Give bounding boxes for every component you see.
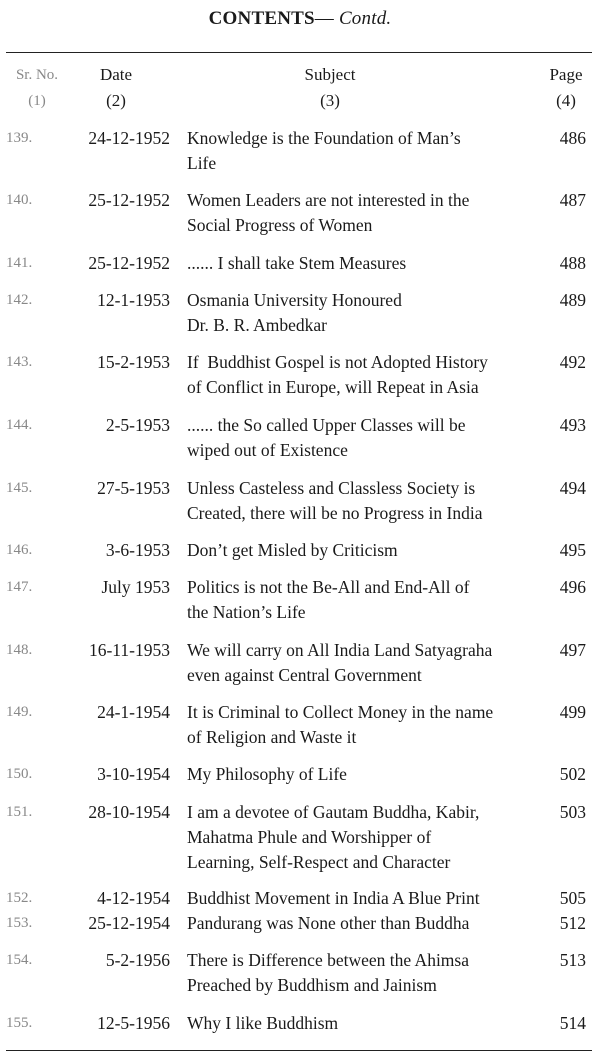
row-page-number: 499 — [559, 702, 586, 722]
row-serial-number: 155. — [6, 1015, 33, 1031]
row-serial-number: 148. — [6, 642, 33, 658]
row-subject-line: even against Central Government — [187, 665, 422, 685]
row-subject-line: My Philosophy of Life — [187, 764, 347, 784]
row-subject-line: the Nation’s Life — [187, 602, 306, 622]
row-date: July 1953 — [101, 577, 170, 597]
row-date: 25-12-1954 — [88, 913, 170, 933]
title-main: CONTENTS — [208, 8, 315, 29]
row-subject-line: Mahatma Phule and Worshipper of — [187, 827, 432, 847]
row-serial-number: 140. — [6, 192, 33, 208]
row-subject — [187, 288, 552, 338]
row-subject-line: Don’t get Misled by Criticism — [187, 540, 398, 560]
row-date: 12-1-1953 — [97, 290, 170, 310]
row-subject-line: wiped out of Existence — [187, 440, 348, 460]
row-serial-number: 141. — [6, 255, 33, 271]
row-date: 25-12-1952 — [88, 190, 170, 210]
row-date: 3-6-1953 — [105, 540, 170, 560]
row-subject — [187, 350, 552, 400]
row-serial-number: 139. — [6, 130, 33, 146]
row-subject-line: There is Difference between the Ahimsa — [187, 950, 469, 970]
row-subject — [187, 700, 552, 750]
row-page-number: 488 — [559, 253, 586, 273]
row-subject-line: of Conflict in Europe, will Repeat in Asia — [187, 377, 479, 397]
row-date: 27-5-1953 — [97, 478, 170, 498]
row-date: 2-5-1953 — [105, 415, 170, 435]
row-date: 24-12-1952 — [88, 128, 170, 148]
row-page-number: 514 — [559, 1013, 586, 1033]
row-page-number: 487 — [559, 190, 586, 210]
row-subject-line: Women Leaders are not interested in the — [187, 190, 470, 210]
row-page-number: 502 — [559, 764, 586, 784]
row-subject-line: If Buddhist Gospel is not Adopted History — [187, 352, 488, 372]
row-date: 16-11-1953 — [88, 640, 170, 660]
row-subject-line: Politics is not the Be-All and End-All of — [187, 577, 470, 597]
row-subject-line: of Religion and Waste it — [187, 727, 357, 747]
header-subject — [260, 62, 400, 114]
row-subject — [187, 251, 552, 276]
row-serial-number: 142. — [6, 292, 33, 308]
row-subject — [187, 188, 552, 238]
row-subject — [187, 762, 552, 787]
title-dash: — — [314, 8, 334, 29]
row-subject-line: I am a devotee of Gautam Buddha, Kabir, — [187, 802, 480, 822]
row-subject-line: Life — [187, 153, 217, 173]
row-subject-line: Learning, Self-Respect and Character — [187, 852, 451, 872]
row-date: 24-1-1954 — [97, 702, 170, 722]
header-page-label: Page — [549, 65, 583, 84]
row-page-number: 489 — [559, 290, 586, 310]
row-page-number: 493 — [559, 415, 586, 435]
row-subject — [187, 538, 552, 563]
row-serial-number: 146. — [6, 542, 33, 558]
row-serial-number: 154. — [6, 952, 33, 968]
row-serial-number: 143. — [6, 354, 33, 370]
row-subject-line: Social Progress of Women — [187, 215, 373, 235]
row-subject-line: Created, there will be no Progress in India — [187, 503, 483, 523]
row-date: 25-12-1952 — [88, 253, 170, 273]
header-page-num: (4) — [556, 91, 576, 110]
row-date: 15-2-1953 — [97, 352, 170, 372]
row-page-number: 495 — [559, 540, 586, 560]
row-serial-number: 153. — [6, 915, 33, 931]
top-rule — [6, 52, 592, 53]
row-subject-line: Knowledge is the Foundation of Man’s — [187, 128, 461, 148]
row-subject-line: ...... I shall take Stem Measures — [187, 253, 407, 273]
row-subject — [187, 575, 552, 625]
row-subject-line: Why I like Buddhism — [187, 1013, 339, 1033]
row-page-number: 505 — [559, 888, 586, 908]
row-page-number: 496 — [559, 577, 586, 597]
row-subject-line: Osmania University Honoured — [187, 290, 402, 310]
header-page — [538, 62, 594, 114]
row-subject-line: Dr. B. R. Ambedkar — [187, 315, 327, 335]
row-date: 4-12-1954 — [97, 888, 170, 908]
row-subject-line: It is Criminal to Collect Money in the name — [187, 702, 494, 722]
row-serial-number: 147. — [6, 579, 33, 595]
row-page-number: 503 — [559, 802, 586, 822]
row-page-number: 513 — [559, 950, 586, 970]
bottom-rule — [6, 1050, 592, 1051]
row-subject — [187, 638, 552, 688]
row-page-number: 497 — [559, 640, 586, 660]
row-subject — [187, 126, 552, 176]
row-subject-line: We will carry on All India Land Satyagraha — [187, 640, 493, 660]
header-date — [76, 62, 156, 114]
header-sr — [4, 62, 70, 114]
row-date: 28-10-1954 — [88, 802, 170, 822]
row-page-number: 486 — [559, 128, 586, 148]
header-date-label: Date — [99, 65, 133, 84]
row-serial-number: 149. — [6, 704, 33, 720]
row-page-number: 492 — [559, 352, 586, 372]
row-page-number: 512 — [559, 913, 586, 933]
row-subject-line: Buddhist Movement in India A Blue Print — [187, 888, 480, 908]
row-date: 3-10-1954 — [97, 764, 170, 784]
header-sr-num: (1) — [28, 93, 46, 109]
row-subject-line: Preached by Buddhism and Jainism — [187, 975, 437, 995]
header-subject-num: (3) — [320, 91, 340, 110]
row-subject-line: ...... the So called Upper Classes will be — [187, 415, 466, 435]
row-subject — [187, 413, 552, 463]
row-date: 12-5-1956 — [97, 1013, 170, 1033]
row-serial-number: 151. — [6, 804, 33, 820]
row-subject — [187, 948, 552, 998]
row-subject — [187, 476, 552, 526]
row-serial-number: 150. — [6, 766, 33, 782]
row-serial-number: 145. — [6, 480, 33, 496]
page-title — [0, 8, 600, 30]
row-subject — [187, 1011, 552, 1036]
row-subject — [187, 886, 552, 911]
row-subject-line: Pandurang was None other than Buddha — [187, 913, 470, 933]
row-serial-number: 144. — [6, 417, 33, 433]
row-date: 5-2-1956 — [105, 950, 170, 970]
row-subject — [187, 800, 552, 875]
title-contd: Contd. — [338, 8, 392, 29]
header-subject-label: Subject — [304, 65, 356, 84]
header-date-num: (2) — [106, 91, 126, 110]
row-subject — [187, 911, 552, 936]
header-sr-label: Sr. No. — [15, 67, 59, 83]
row-serial-number: 152. — [6, 890, 33, 906]
row-subject-line: Unless Casteless and Classless Society is — [187, 478, 476, 498]
row-page-number: 494 — [559, 478, 586, 498]
